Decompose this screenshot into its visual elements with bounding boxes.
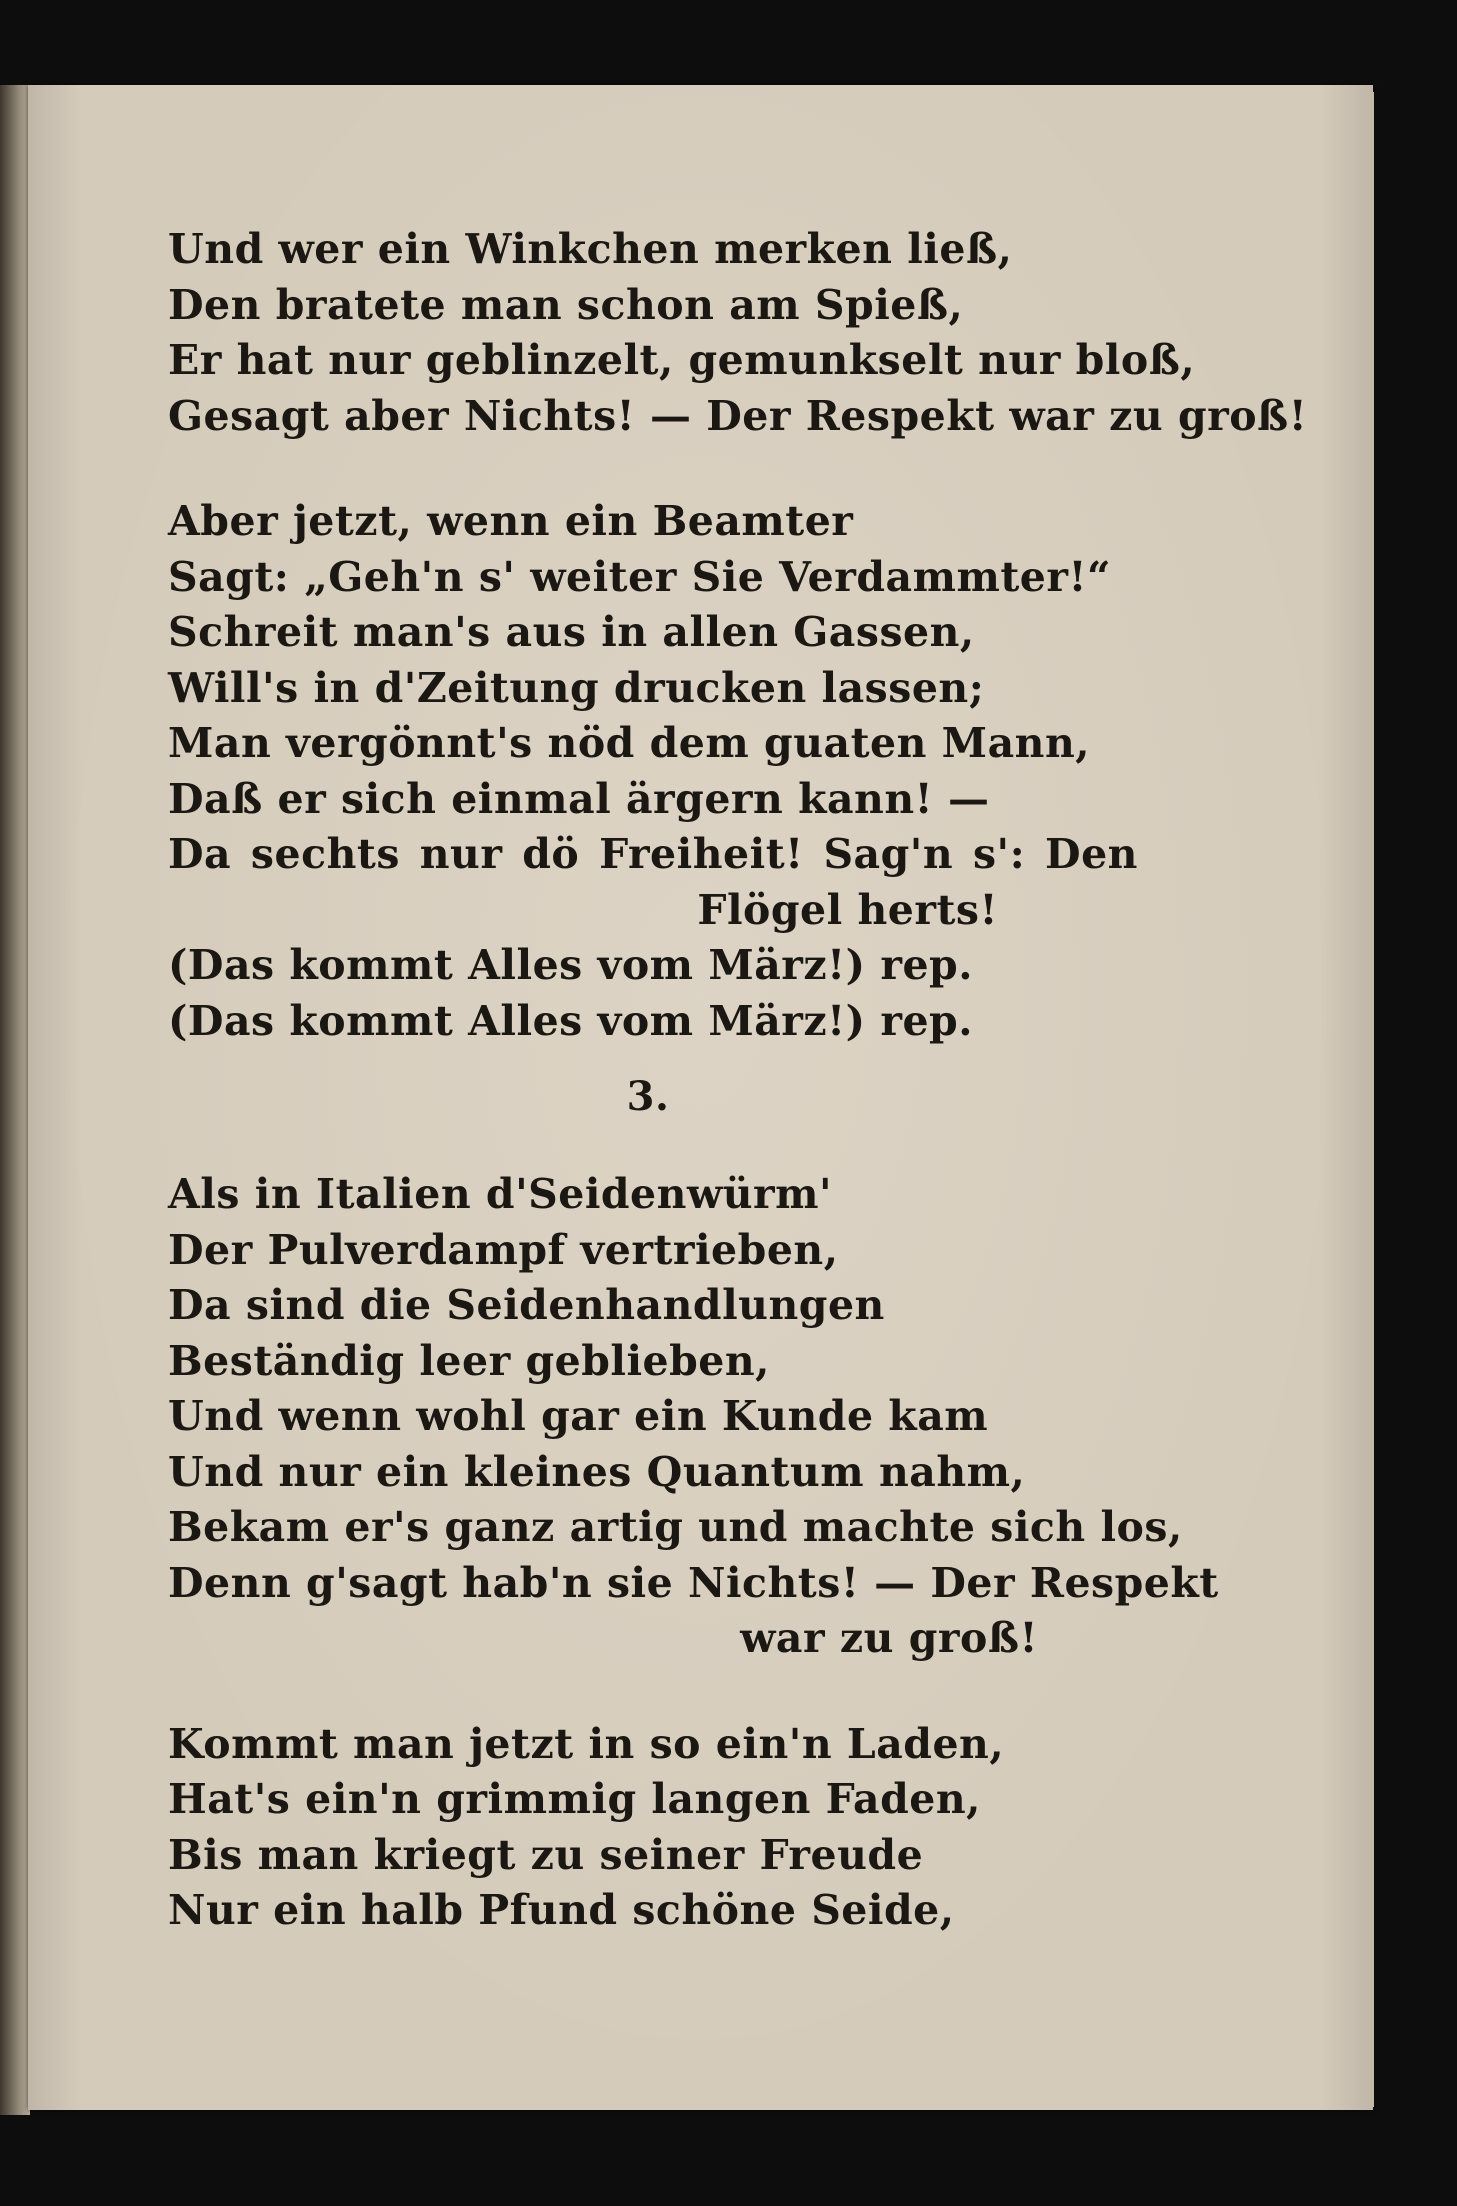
verse-line: Beständig leer geblieben, — [168, 1336, 770, 1385]
verse-line: Bis man kriegt zu seiner Freude — [168, 1830, 924, 1879]
stanza-gap — [168, 1667, 1168, 1717]
verse-line-refrain: (Das kommt Alles vom März!) rep. — [168, 941, 973, 989]
facing-page-edge — [0, 85, 30, 2115]
verse-line: Sagt: „Geh'n s' weiter Sie Verdammter!“ — [168, 552, 1112, 601]
verse-line: Kommt man jetzt in so ein'n Laden, — [168, 1719, 1005, 1768]
stanza-2 — [168, 494, 1168, 1049]
stanza-4 — [168, 1717, 1168, 1939]
section-number: 3. — [626, 1073, 670, 1120]
verse-line: Daß er sich einmal ärgern kann! — — [168, 774, 990, 823]
page-edge-right — [1368, 92, 1374, 2107]
verse-line: Der Pulverdampf vertrieben, — [168, 1225, 839, 1274]
verse-line: Da sind die Seidenhandlungen — [168, 1281, 885, 1329]
verse-line: Und wenn wohl gar ein Kunde kam — [168, 1392, 989, 1440]
poem-text — [168, 222, 1308, 1939]
verse-line: Als in Italien d'Seidenwürm' — [168, 1170, 833, 1218]
verse-line-continuation: war zu groß! — [740, 1614, 1038, 1662]
stanza-3 — [168, 1167, 1219, 1667]
verse-line: Man vergönnt's nöd dem guaten Mann, — [168, 719, 1091, 767]
verse-line: Er hat nur geblinzelt, gemunkselt nur bloß, — [168, 336, 1196, 384]
verse-line: Schreit man's aus in allen Gassen, — [168, 608, 975, 656]
verse-line: Aber jetzt, wenn ein Beamter — [168, 497, 854, 545]
verse-line: Denn g'sagt hab'n sie Nichts! — Der Respekt — [168, 1558, 1219, 1607]
stanza-1 — [168, 222, 1308, 444]
verse-line: Will's in d'Zeitung drucken lassen; — [168, 663, 985, 712]
verse-line: Und wer ein Winkchen merken ließ, — [168, 225, 1013, 273]
verse-line-refrain: (Das kommt Alles vom März!) rep. — [168, 996, 973, 1045]
verse-line: Den bratete man schon am Spieß, — [168, 280, 964, 329]
verse-line: Gesagt aber Nichts! — Der Respekt war zu groß! — [168, 391, 1308, 440]
verse-line: Und nur ein kleines Quantum nahm, — [168, 1447, 1026, 1496]
verse-line: Hat's ein'n grimmig langen Faden, — [168, 1775, 981, 1823]
stanza-gap — [168, 444, 1168, 494]
verse-line: Da sechts nur dö Freiheit! Sag'n s': Den — [168, 830, 1138, 878]
verse-line: Nur ein halb Pfund schöne Seide, — [168, 1886, 955, 1934]
verse-line: Bekam er's ganz artig und machte sich los, — [168, 1503, 1183, 1551]
verse-line-continuation: Flögel herts! — [697, 885, 998, 934]
